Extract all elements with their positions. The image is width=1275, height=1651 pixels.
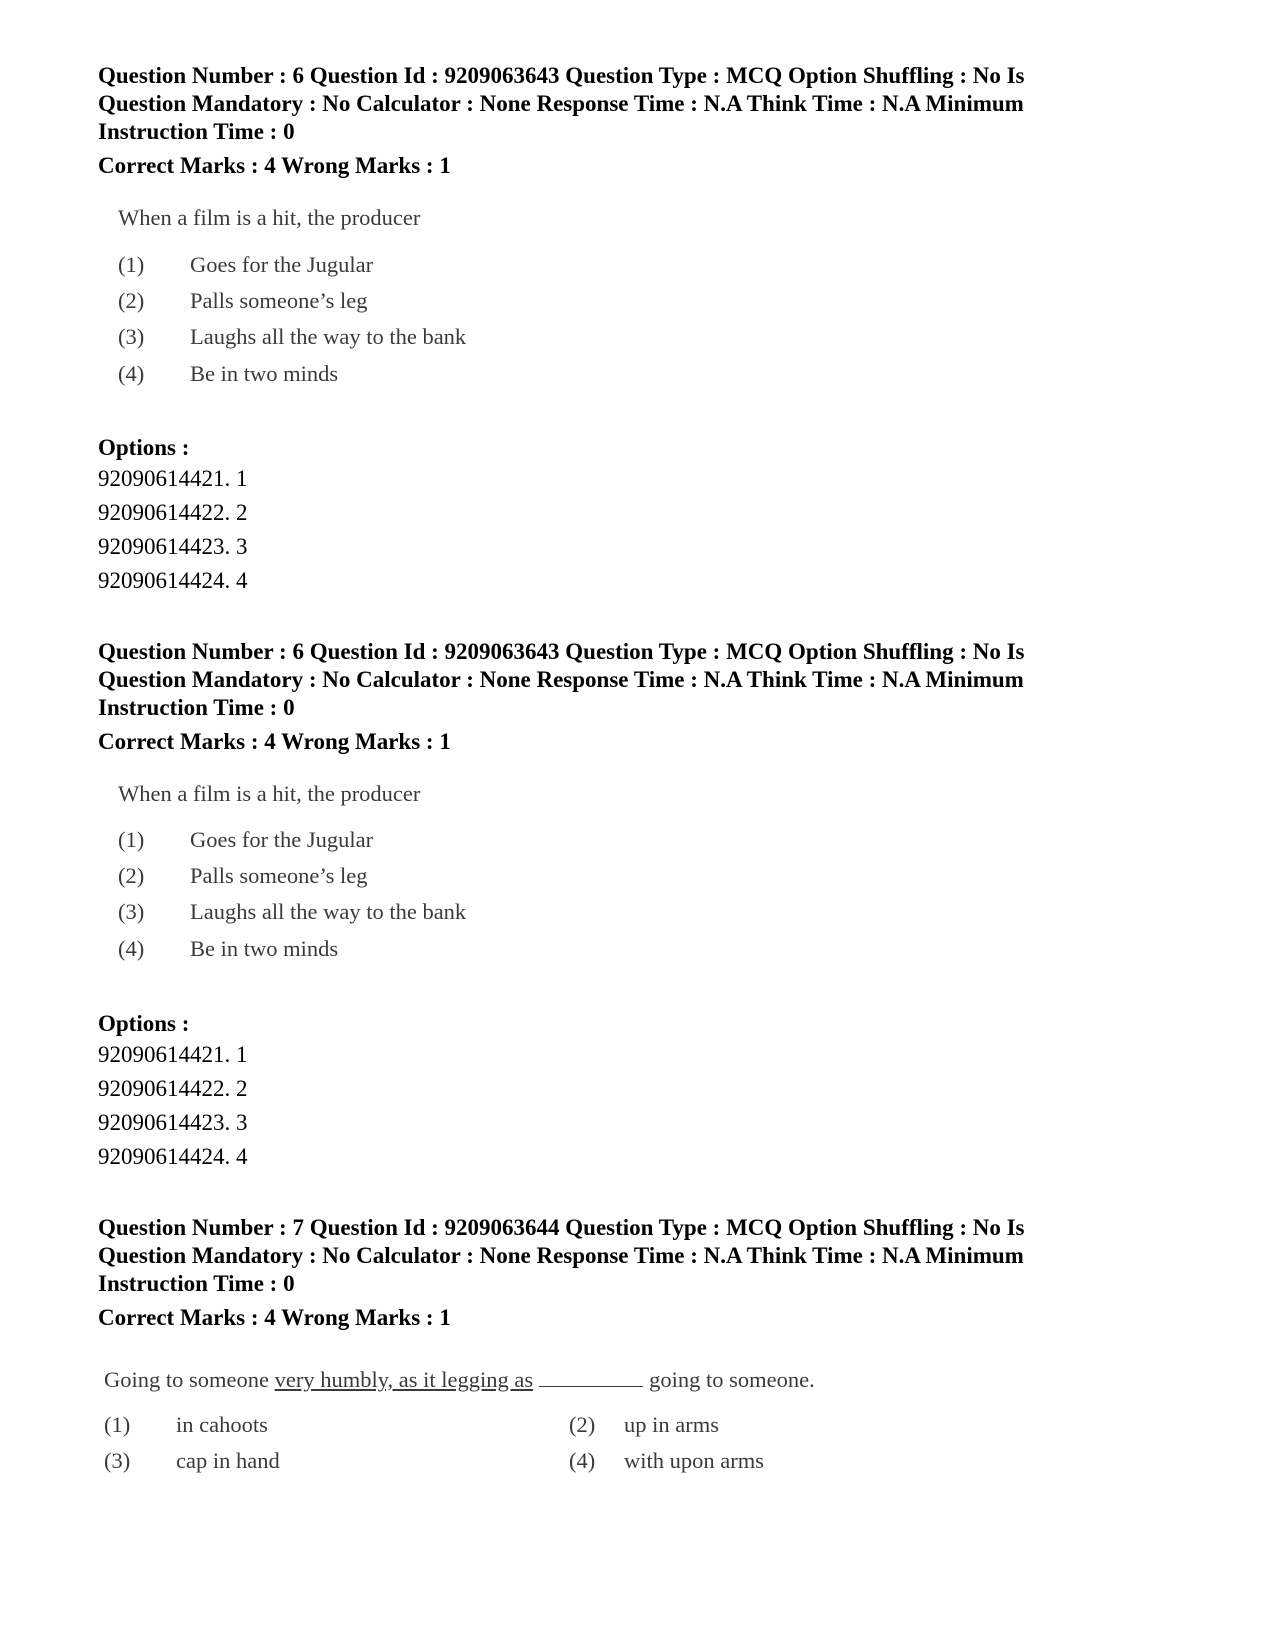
- choice-text: Be in two minds: [190, 936, 339, 961]
- choice-number: (3): [118, 899, 145, 924]
- question-header-line2: Question Mandatory : No Calculator : None Response Time : N.A Think Time : N.A Minimum: [98, 1243, 1024, 1268]
- choice-number: (1): [118, 252, 145, 277]
- question-header-line3: Instruction Time : 0: [98, 1271, 295, 1296]
- option-item: 92090614422. 2: [98, 500, 248, 525]
- choice-number: (4): [569, 1448, 596, 1473]
- question-marks: Correct Marks : 4 Wrong Marks : 1: [98, 729, 451, 754]
- question-stem: When a film is a hit, the producer: [118, 205, 421, 230]
- options-list-2: [98, 1010, 1188, 1174]
- question-block-3: [98, 1214, 1188, 1332]
- question-header-line1: Question Number : 6 Question Id : 9209063643 Question Type : MCQ Option Shuffling : No Is: [98, 639, 1025, 664]
- choice-text: cap in hand: [176, 1448, 280, 1473]
- choice-text: Palls someone’s leg: [190, 288, 368, 313]
- choice-number: (1): [118, 827, 145, 852]
- options-list-1: [98, 434, 1188, 598]
- choice-text: Be in two minds: [190, 361, 339, 386]
- question-marks: Correct Marks : 4 Wrong Marks : 1: [98, 153, 451, 178]
- choice-text: in cahoots: [176, 1412, 268, 1437]
- choice-number: (3): [104, 1448, 131, 1473]
- choice-text: Palls someone’s leg: [190, 863, 368, 888]
- question-header-line2: Question Mandatory : No Calculator : None Response Time : N.A Think Time : N.A Minimum: [98, 667, 1024, 692]
- question-stem: [104, 1366, 815, 1393]
- option-item: 92090614423. 3: [98, 534, 248, 559]
- choice-text: Laughs all the way to the bank: [190, 899, 467, 924]
- choice-number: (1): [104, 1412, 131, 1437]
- options-title: Options :: [98, 435, 190, 460]
- question-marks: Correct Marks : 4 Wrong Marks : 1: [98, 1305, 451, 1330]
- choice-text: with upon arms: [624, 1448, 764, 1473]
- options-title: Options :: [98, 1011, 190, 1036]
- choice-number: (2): [118, 863, 145, 888]
- question-stem-image-2: [118, 781, 718, 981]
- option-item: 92090614424. 4: [98, 1144, 248, 1169]
- stem-text-underlined: very humbly, as it legging as: [274, 1367, 534, 1392]
- option-item: 92090614422. 2: [98, 1076, 248, 1101]
- question-stem-image-3: [104, 1366, 1004, 1486]
- question-header-line1: Question Number : 7 Question Id : 9209063644 Question Type : MCQ Option Shuffling : No Is: [98, 1215, 1025, 1240]
- choice-text: Laughs all the way to the bank: [190, 324, 467, 349]
- question-stem-image-1: [118, 205, 718, 405]
- stem-text-pre: Going to someone: [104, 1367, 275, 1392]
- choice-number: (2): [569, 1412, 596, 1437]
- choice-number: (3): [118, 324, 145, 349]
- question-stem: When a film is a hit, the producer: [118, 781, 421, 806]
- fill-in-blank: [539, 1366, 643, 1387]
- choice-text: Goes for the Jugular: [190, 252, 374, 277]
- choice-number: (4): [118, 936, 145, 961]
- option-item: 92090614423. 3: [98, 1110, 248, 1135]
- question-header-line1: Question Number : 6 Question Id : 9209063643 Question Type : MCQ Option Shuffling : No Is: [98, 63, 1025, 88]
- choice-text: up in arms: [624, 1412, 719, 1437]
- choice-number: (4): [118, 361, 145, 386]
- option-item: 92090614424. 4: [98, 568, 248, 593]
- question-block-1: [98, 62, 1188, 180]
- choice-text: Goes for the Jugular: [190, 827, 374, 852]
- stem-text-post: going to someone.: [649, 1367, 815, 1392]
- question-header-line3: Instruction Time : 0: [98, 119, 295, 144]
- option-item: 92090614421. 1: [98, 466, 248, 491]
- choice-number: (2): [118, 288, 145, 313]
- question-header-line3: Instruction Time : 0: [98, 695, 295, 720]
- question-block-2: [98, 638, 1188, 756]
- question-header-line2: Question Mandatory : No Calculator : None Response Time : N.A Think Time : N.A Minimum: [98, 91, 1024, 116]
- option-item: 92090614421. 1: [98, 1042, 248, 1067]
